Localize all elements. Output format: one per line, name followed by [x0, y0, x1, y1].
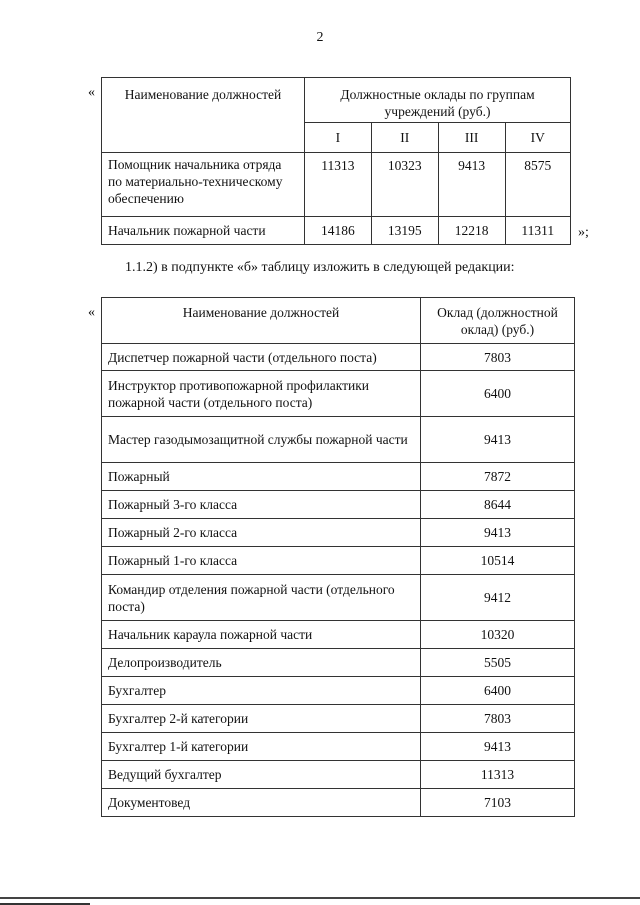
table2-row-name: Документовед — [102, 789, 421, 817]
table1-cell: 9413 — [438, 153, 505, 217]
open-quote-2: « — [88, 305, 95, 320]
table-row — [102, 621, 575, 649]
salary-groups-table — [101, 77, 571, 245]
table2-row-value: 9413 — [421, 417, 575, 463]
table-row — [102, 677, 575, 705]
table2-row-value: 7803 — [421, 344, 575, 371]
table2-row-value: 7872 — [421, 463, 575, 491]
table1-group-label: II — [371, 123, 438, 153]
table-row — [102, 217, 571, 245]
table1-row-name: Помощник начальника отряда по материально-техническому обеспечению — [102, 153, 305, 217]
page-number: 2 — [316, 30, 324, 45]
table-row — [102, 733, 575, 761]
table1-cell: 11313 — [305, 153, 372, 217]
table-row — [102, 649, 575, 677]
paragraph-text: 1.1.2) в подпункте «б» таблицу изложить в следующей редакции: — [125, 260, 515, 275]
table2-row-name: Бухгалтер 2-й категории — [102, 705, 421, 733]
table2-row-name: Пожарный — [102, 463, 421, 491]
table1-header-groups: Должностные оклады по группам учреждений (руб.) — [305, 78, 571, 123]
table2-row-value: 7803 — [421, 705, 575, 733]
table1-header-name: Наименование должностей — [102, 78, 305, 153]
open-quote-1: « — [88, 85, 95, 100]
table1-cell: 12218 — [438, 217, 505, 245]
table2-row-name: Командир отделения пожарной части (отдельного поста) — [102, 575, 421, 621]
scan-edge-line — [0, 897, 640, 899]
table-row — [102, 547, 575, 575]
table2-row-name: Мастер газодымозащитной службы пожарной части — [102, 417, 421, 463]
table2-row-value: 10320 — [421, 621, 575, 649]
table-row — [102, 371, 575, 417]
table2-row-name: Пожарный 2-го класса — [102, 519, 421, 547]
table-row — [102, 417, 575, 463]
table2-row-name: Пожарный 3-го класса — [102, 491, 421, 519]
table2-row-name: Бухгалтер — [102, 677, 421, 705]
table2-row-value: 7103 — [421, 789, 575, 817]
salary-table — [101, 297, 575, 817]
table2-row-name: Пожарный 1-го класса — [102, 547, 421, 575]
table1-group-label: I — [305, 123, 372, 153]
table1-cell: 13195 — [371, 217, 438, 245]
table2-row-value: 6400 — [421, 677, 575, 705]
close-quote: »; — [578, 225, 589, 240]
table-row — [102, 491, 575, 519]
table2-row-value: 11313 — [421, 761, 575, 789]
table2-row-name: Ведущий бухгалтер — [102, 761, 421, 789]
table-row — [102, 153, 571, 217]
table2-row-value: 9413 — [421, 733, 575, 761]
table2-header-name: Наименование должностей — [102, 298, 421, 344]
table2-row-name: Бухгалтер 1-й категории — [102, 733, 421, 761]
table1-cell: 10323 — [371, 153, 438, 217]
table1-cell: 11311 — [505, 217, 570, 245]
table-row — [102, 344, 575, 371]
table2-row-name: Делопроизводитель — [102, 649, 421, 677]
table1-group-label: III — [438, 123, 505, 153]
table2-row-value: 8644 — [421, 491, 575, 519]
table-row — [102, 789, 575, 817]
table-row — [102, 519, 575, 547]
table2-row-value: 9413 — [421, 519, 575, 547]
table-row — [102, 463, 575, 491]
table2-header-salary: Оклад (должностной оклад) (руб.) — [421, 298, 575, 344]
table2-row-name: Инструктор противопожарной профилактики пожарной части (отдельного поста) — [102, 371, 421, 417]
table2-row-name: Начальник караула пожарной части — [102, 621, 421, 649]
table2-row-name: Диспетчер пожарной части (отдельного поста) — [102, 344, 421, 371]
table-row — [102, 575, 575, 621]
table1-cell: 14186 — [305, 217, 372, 245]
table1-row-name: Начальник пожарной части — [102, 217, 305, 245]
table-row — [102, 761, 575, 789]
table1-cell: 8575 — [505, 153, 570, 217]
table-row — [102, 705, 575, 733]
table2-row-value: 10514 — [421, 547, 575, 575]
table2-row-value: 9412 — [421, 575, 575, 621]
table2-row-value: 6400 — [421, 371, 575, 417]
table1-group-label: IV — [505, 123, 570, 153]
table2-row-value: 5505 — [421, 649, 575, 677]
